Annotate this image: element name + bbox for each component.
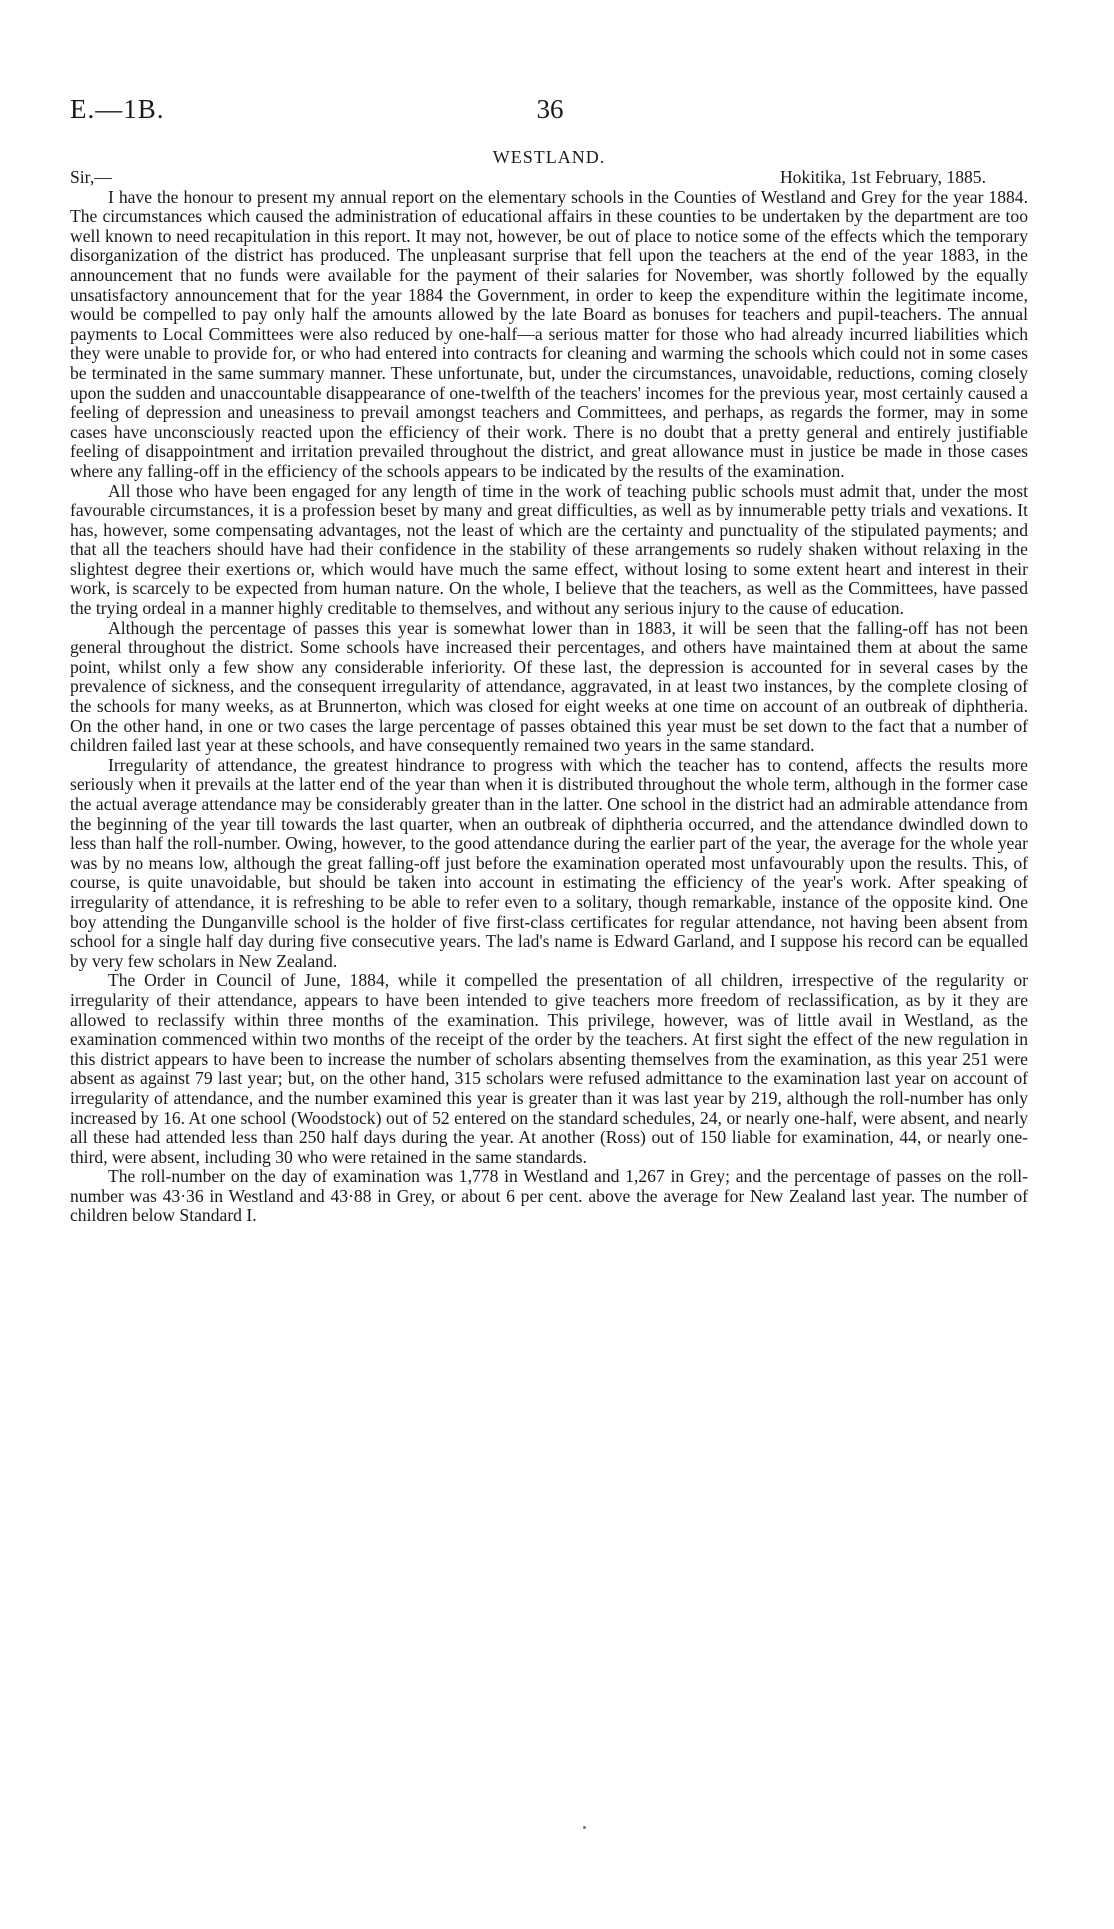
paragraph-5: The Order in Council of June, 1884, while it compelled the presentation of all children, irrespective of the regularity or irregularity of their attendance, appears to have been intended to give teachers more freedom of reclassification, as by it they are allowed to reclassify within three months of the examination. This privilege, however, was of little avail in Westland, as the examination commenced within two months of the receipt of the order by the teachers. At first sight the effect of the new regulation in this district appears to have been to increase the number of scholars absenting themselves from the examination, as this year 251 were absent as against 79 last year; but, on the other hand, 315 scholars were refused admittance to the examination last year on account of irregularity of attendance, and the number examined this year is greater than it was last year by 219, although the roll-number has only increased by 16. At one school (Woodstock) out of 52 entered on the standard schedules, 24, or nearly one-half, were absent, and nearly all these had attended less than 250 half days during the year. At another (Ross) out of 150 liable for examination, 44, or nearly one-third, were absent, including 30 who were retained in the same standards. — [70, 970, 1028, 1167]
paragraph-6: The roll-number on the day of examination was 1,778 in Westland and 1,267 in Grey; and the percentage of passes on the roll-number was 43·36 in Westland and 43·88 in Grey, or about 6 per cent. above the average for New Zealand last year. The number of children below Standard I. — [70, 1166, 1028, 1226]
document-reference: E.—1B. — [70, 94, 165, 124]
paragraph-4: Irregularity of attendance, the greatest hindrance to progress with which the teacher has to contend, affects the results more seriously when it prevails at the latter end of the year than when it is distributed throughout the whole term, although in the former case the actual average attendance may be considerably greater than in the latter. One school in the district had an admirable attendance from the beginning of the year till towards the last quarter, when an outbreak of diphtheria occurred, and the attendance dwindled down to less than half the roll-number. Owing, however, to the good attendance during the earlier part of the year, the average for the whole year was by no means low, although the great falling-off just before the examination operated most unfavourably upon the results. This, of course, is quite unavoidable, but should be taken into account in estimating the efficiency of the year's work. After speaking of irregularity of attendance, it is refreshing to be able to refer even to a solitary, though remarkable, instance of the opposite kind. One boy attending the Dunganville school is the holder of five first-class certificates for regular attendance, not having been absent from school for a single half day during five consecutive years. The lad's name is Edward Garland, and I suppose his record can be equalled by very few scholars in New Zealand. — [70, 754, 1028, 971]
paragraph-2: All those who have been engaged for any length of time in the work of teaching public schools must admit that, under the most favourable circumstances, it is a profession beset by many and great difficulties, as well as by innumerable petty trials and vexations. It has, however, some compensating advantages, not the least of which are the certainty and punctuality of the stipulated payments; and that all the teachers should have had their confidence in the stability of these arrangements so rudely shaken without relaxing in the slightest degree their exertions or, which would have much the same effect, without losing to some extent heart and interest in their work, is scarcely to be expected from human nature. On the whole, I believe that the teachers, as well as the Committees, have passed the trying ordeal in a manner highly creditable to themselves, and without any serious injury to the cause of education. — [70, 480, 1028, 619]
salutation: Sir,— — [70, 166, 112, 187]
paragraph-3: Although the percentage of passes this year is somewhat lower than in 1883, it will be seen that the falling-off has not been general throughout the district. Some schools have increased their percentages, and others have maintained them at about the same point, whilst only a few show any considerable inferiority. Of these last, the depression is accounted for in several cases by the prevalence of sickness, and the consequent irregularity of attendance, aggravated, in at least two instances, by the complete closing of the schools for many weeks, as at Brunnerton, which was closed for eight weeks at one time on account of an outbreak of diphtheria. On the other hand, in one or two cases the large percentage of passes obtained this year must be set down to the fact that a number of children failed last year at these schools, and have consequently remained two years in the same standard. — [70, 617, 1028, 756]
paragraph-1: I have the honour to present my annual report on the elementary schools in the Counties of Westland and Grey for the year 1884. The circumstances which caused the administration of educational affairs in these counties to be undertaken by the department are too well known to need recapitulation in this report. It may not, however, be out of place to notice some of the effects which the temporary disorganization of the district has produced. The unpleasant surprise that fell upon the teachers at the end of the year 1883, in the announcement that no funds were available for the payment of their salaries for November, was shortly followed by the equally unsatisfactory announcement that for the year 1884 the Government, in order to keep the expenditure within the legitimate income, would be compelled to pay only half the amounts allowed by the late Board as bonuses for teachers and pupil-teachers. The annual payments to Local Committees were also reduced by one-half—a serious matter for those who had already incurred liabilities which they were unable to provide for, or who had entered into contracts for cleaning and warming the schools which could not in some cases be terminated in the same summary manner. These unfortunate, but, under the circumstances, unavoidable, reductions, coming closely upon the sudden and unaccountable disappearance of one-twelfth of the teachers' incomes for the previous year, most certainly caused a feeling of depression and uneasiness to prevail amongst teachers and Committees, and perhaps, as regards the former, may in some cases have unconsciously reacted upon the efficiency of their work. There is no doubt that a pretty general and entirely justifiable feeling of disappointment and irritation prevailed throughout the district, and great allowance must in justice be made in those cases where any falling-off in the efficiency of the schools appears to be indicated by the results of the examination. — [70, 186, 1028, 481]
report-body — [70, 148, 1028, 1226]
page-number: 36 — [536, 94, 564, 124]
page-header — [70, 94, 1030, 134]
print-speck — [583, 1826, 586, 1829]
report-title: WESTLAND. — [492, 147, 606, 167]
dateline: Hokitika, 1st February, 1885. — [779, 166, 986, 187]
salutation-row — [70, 168, 1028, 188]
